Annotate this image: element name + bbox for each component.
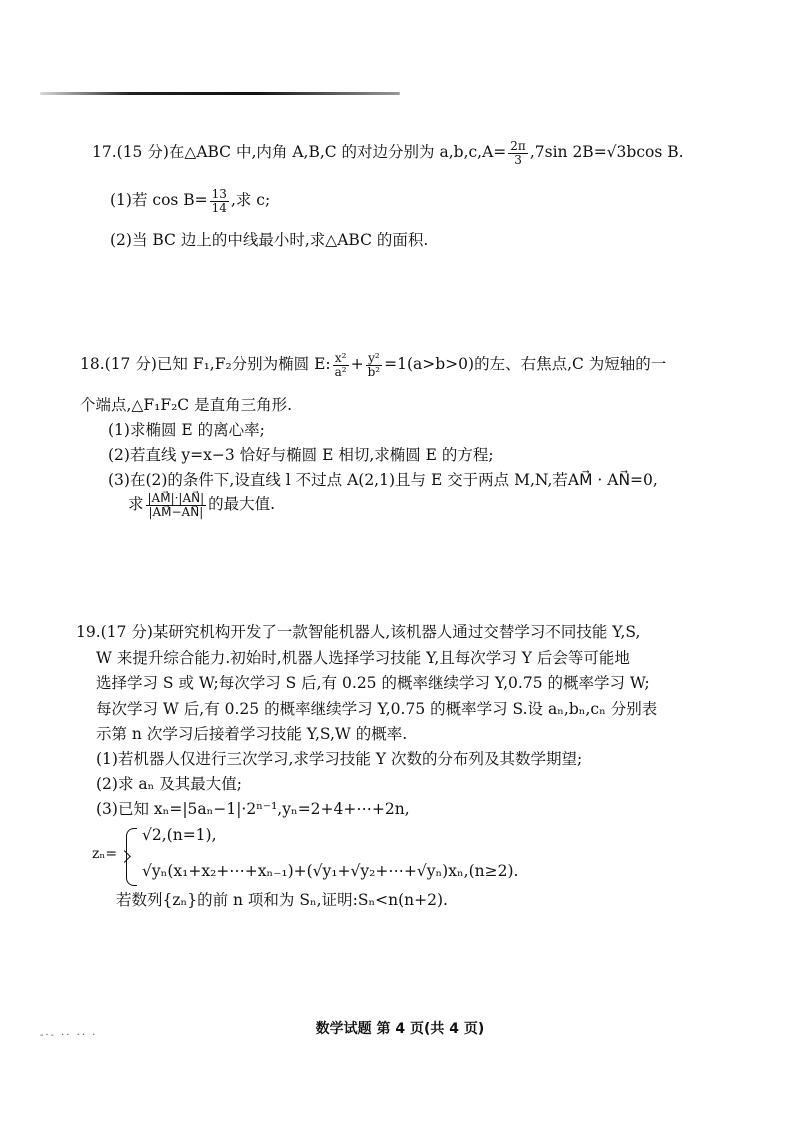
problem-17-q1-a: (1)若 cos B= — [110, 191, 208, 210]
problem-17-stem-a: 17.(15 分)在△ABC 中,内角 A,B,C 的对边分别为 a,b,c,A= — [92, 143, 507, 162]
problem-17-stem — [92, 140, 684, 166]
page-footer: 数学试题 第 4 页(共 4 页) — [315, 1021, 485, 1037]
vector-ratio-fraction — [146, 492, 207, 518]
ellipse-x-numerator: x² — [333, 352, 349, 366]
problem-18-stem-c: 个端点,△F₁F₂C 是直角三角形. — [80, 396, 292, 414]
problem-19-q1: (1)若机器人仅进行三次学习,求学习技能 Y 次数的分布列及其数学期望; — [96, 750, 583, 768]
vector-ratio-numerator: |AM⃗|·|AN⃗| — [147, 491, 205, 505]
angle-a-fraction — [508, 140, 528, 166]
problem-18-q3b-b: 的最大值. — [208, 495, 276, 514]
angle-a-denominator: 3 — [514, 152, 522, 167]
zn-case-1: √2,(n=1), — [142, 826, 217, 844]
problem-17-q1 — [110, 188, 270, 214]
problem-18-q3-expression — [128, 492, 275, 518]
cos-b-denominator: 14 — [211, 200, 227, 215]
problem-19-line-1: 19.(17 分)某研究机构开发了一款智能机器人,该机器人通过交替学习不同技能 Y,S, — [76, 623, 641, 641]
problem-18-stem — [80, 352, 666, 378]
problem-17-q1-b: ,求 c; — [230, 191, 271, 210]
zn-case-2: √yₙ(x₁+x₂+⋯+xₙ₋₁)+(√y₁+√y₂+⋯+√yₙ)xₙ,(n≥2). — [142, 862, 519, 880]
problem-19-conclusion: 若数列{zₙ}的前 n 项和为 Sₙ,证明:Sₙ<n(n+2). — [116, 891, 448, 909]
problem-18-q2: (2)若直线 y=x−3 恰好与椭圆 E 相切,求椭圆 E 的方程; — [108, 446, 494, 464]
problem-17-stem-b: ,7sin 2B=√3bcos B. — [529, 143, 684, 162]
cos-b-fraction — [210, 188, 229, 214]
problem-19-line-5: 示第 n 次学习后接着学习技能 Y,S,W 的概率. — [96, 725, 408, 743]
zn-label: zₙ= — [92, 846, 118, 862]
problem-19-line-4: 每次学习 W 后,有 0.25 的概率继续学习 Y,0.75 的概率学习 S.设 aₙ,bₙ,cₙ 分别表 — [96, 700, 658, 718]
vector-ratio-denominator: |AM⃗−AN⃗| — [148, 504, 204, 519]
ellipse-y-denominator: b² — [367, 364, 381, 379]
problem-19-q3: (3)已知 xₙ=|5aₙ−1|·2ⁿ⁻¹,yₙ=2+4+⋯+2n, — [96, 800, 410, 818]
footer-scan-mark: -·- ·· ·· · — [40, 1030, 98, 1041]
problem-18-q3: (3)在(2)的条件下,设直线 l 不过点 A(2,1)且与 E 交于两点 M,N,若AM⃗ · AN⃗=0, — [108, 471, 658, 489]
problem-18-stem-b: =1(a>b>0)的左、右焦点,C 为短轴的一 — [384, 355, 667, 374]
angle-a-numerator: 2π — [510, 139, 526, 153]
problem-18-stem-a: 18.(17 分)已知 F₁,F₂分别为椭圆 E: — [80, 355, 331, 374]
cos-b-numerator: 13 — [211, 187, 227, 201]
plus-sign: + — [350, 355, 364, 374]
problem-19-line-2: W 来提升综合能力.初始时,机器人选择学习技能 Y,且每次学习 Y 后会等可能地 — [96, 649, 630, 667]
problem-18-q3b-a: 求 — [128, 495, 144, 514]
problem-18-q1: (1)求椭圆 E 的离心率; — [108, 421, 265, 439]
problem-19-line-3: 选择学习 S 或 W;每次学习 S 后,有 0.25 的概率继续学习 Y,0.75 的概率学习 W; — [96, 674, 650, 692]
ellipse-y-fraction — [366, 352, 383, 378]
ellipse-x-denominator: a² — [334, 364, 347, 379]
scan-artifact-line — [40, 92, 400, 95]
problem-19-q2: (2)求 aₙ 及其最大值; — [96, 775, 242, 793]
ellipse-x-fraction — [333, 352, 349, 378]
problem-17-q2: (2)当 BC 边上的中线最小时,求△ABC 的面积. — [110, 231, 429, 249]
ellipse-y-numerator: y² — [366, 352, 383, 366]
